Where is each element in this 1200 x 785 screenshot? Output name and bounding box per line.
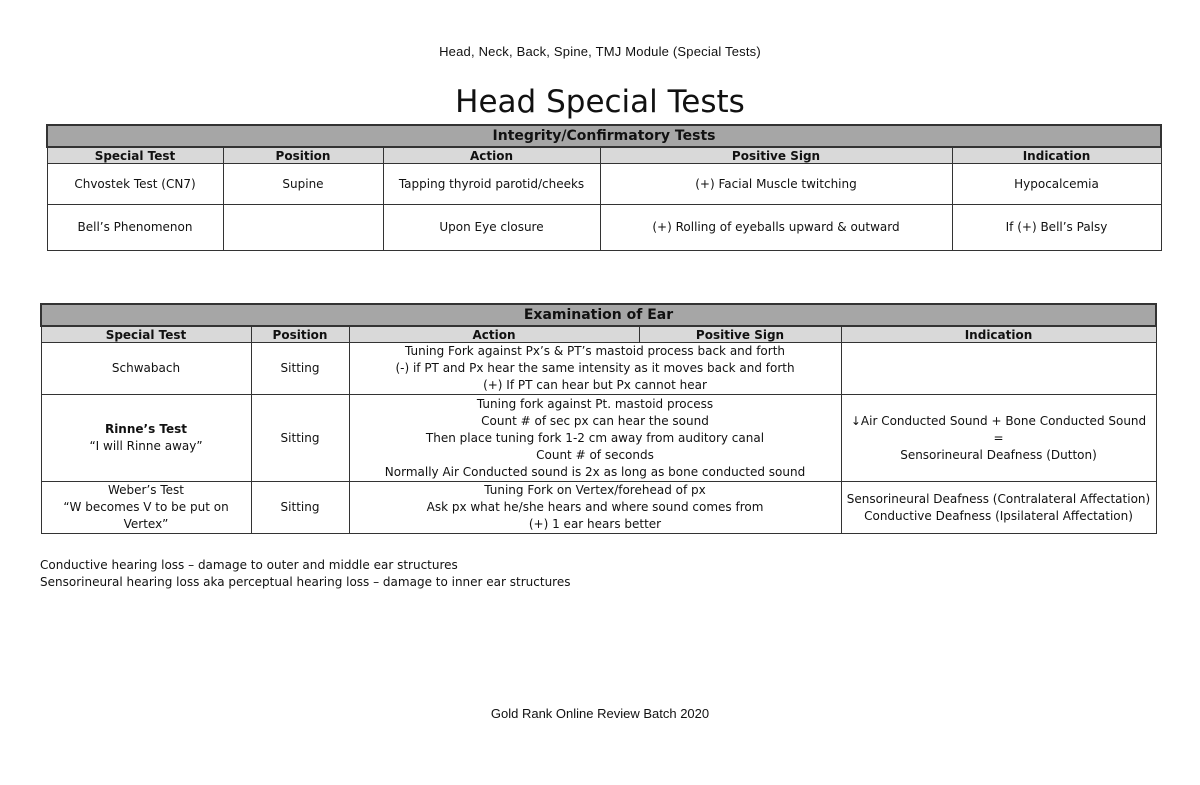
action-line: Tuning Fork on Vertex/forehead of px xyxy=(484,483,706,497)
action-line: Count # of sec px can hear the sound xyxy=(481,413,709,428)
table-banner: Integrity/Confirmatory Tests xyxy=(47,125,1161,147)
cell-test xyxy=(41,343,251,395)
test-name: Schwabach xyxy=(111,361,181,375)
column-header: Position xyxy=(251,326,349,343)
note-line: Conductive hearing loss – damage to outer and middle ear structures xyxy=(40,558,458,572)
page-title: Head Special Tests xyxy=(455,84,745,120)
ear-examination-table xyxy=(40,303,1157,534)
cell-test xyxy=(41,395,251,482)
cell-action xyxy=(349,482,841,534)
test-mnemonic: “I will Rinne away” xyxy=(89,439,203,453)
test-mnemonic: “W becomes V to be put on Vertex” xyxy=(63,500,229,531)
cell-positive-sign: (+) Facial Muscle twitching xyxy=(600,164,952,205)
table-row xyxy=(41,395,1156,482)
column-header: Special Test xyxy=(41,326,251,343)
indication-line: ↓Air Conducted Sound + Bone Conducted Sound = xyxy=(850,413,1147,445)
action-line: Tuning fork against Pt. mastoid process xyxy=(476,396,714,411)
cell-action xyxy=(349,395,841,482)
table-row xyxy=(41,482,1156,534)
column-header: Action xyxy=(383,147,600,164)
table-row xyxy=(47,205,1161,251)
action-line: (+) 1 ear hears better xyxy=(528,517,662,531)
cell-position: Sitting xyxy=(251,482,349,534)
cell-indication xyxy=(841,482,1156,534)
cell-indication: If (+) Bell’s Palsy xyxy=(952,205,1161,251)
cell-positive-sign: (+) Rolling of eyeballs upward & outward xyxy=(600,205,952,251)
action-line: Count # of seconds xyxy=(536,447,654,462)
column-header: Action xyxy=(349,326,639,343)
action-line: Tuning Fork against Px’s & PT’s mastoid process back and forth xyxy=(404,344,786,358)
cell-test: Chvostek Test (CN7) xyxy=(47,164,223,205)
cell-indication: Hypocalcemia xyxy=(952,164,1161,205)
action-line: Ask px what he/she hears and where sound comes from xyxy=(426,500,764,514)
column-header: Indication xyxy=(952,147,1161,164)
test-name: Rinne’s Test xyxy=(104,422,188,436)
page-footer: Gold Rank Online Review Batch 2020 xyxy=(490,706,710,721)
cell-test: Bell’s Phenomenon xyxy=(47,205,223,251)
action-line: (-) if PT and Px hear the same intensity as it moves back and forth xyxy=(395,361,795,375)
indication-line: Sensorineural Deafness (Dutton) xyxy=(900,447,1097,462)
cell-position: Sitting xyxy=(251,395,349,482)
cell-action: Tapping thyroid parotid/cheeks xyxy=(383,164,600,205)
cell-position: Supine xyxy=(223,164,383,205)
page-header: Head, Neck, Back, Spine, TMJ Module (Special Tests) xyxy=(439,44,761,59)
action-line: Then place tuning fork 1-2 cm away from auditory canal xyxy=(425,430,765,445)
notes xyxy=(40,557,571,591)
test-name: Weber’s Test xyxy=(108,483,184,497)
cell-indication xyxy=(841,395,1156,482)
indication-line: Conductive Deafness (Ipsilateral Affectation) xyxy=(864,508,1133,523)
cell-action xyxy=(349,343,841,395)
table-row xyxy=(47,164,1161,205)
cell-test xyxy=(41,482,251,534)
action-line: (+) If PT can hear but Px cannot hear xyxy=(483,378,707,392)
cell-position xyxy=(223,205,383,251)
column-header: Indication xyxy=(841,326,1156,343)
column-header: Special Test xyxy=(47,147,223,164)
column-header: Position xyxy=(223,147,383,164)
indication-line: Sensorineural Deafness (Contralateral Affectation) xyxy=(846,491,1151,506)
action-line: Normally Air Conducted sound is 2x as long as bone conducted sound xyxy=(384,464,806,479)
table-row xyxy=(41,343,1156,395)
integrity-tests-table xyxy=(46,124,1162,251)
cell-action: Upon Eye closure xyxy=(383,205,600,251)
cell-indication xyxy=(841,343,1156,395)
table-banner: Examination of Ear xyxy=(41,304,1156,326)
cell-position: Sitting xyxy=(251,343,349,395)
column-header: Positive Sign xyxy=(600,147,952,164)
column-header: Positive Sign xyxy=(639,326,841,343)
note-line: Sensorineural hearing loss aka perceptual hearing loss – damage to inner ear structures xyxy=(40,575,571,589)
